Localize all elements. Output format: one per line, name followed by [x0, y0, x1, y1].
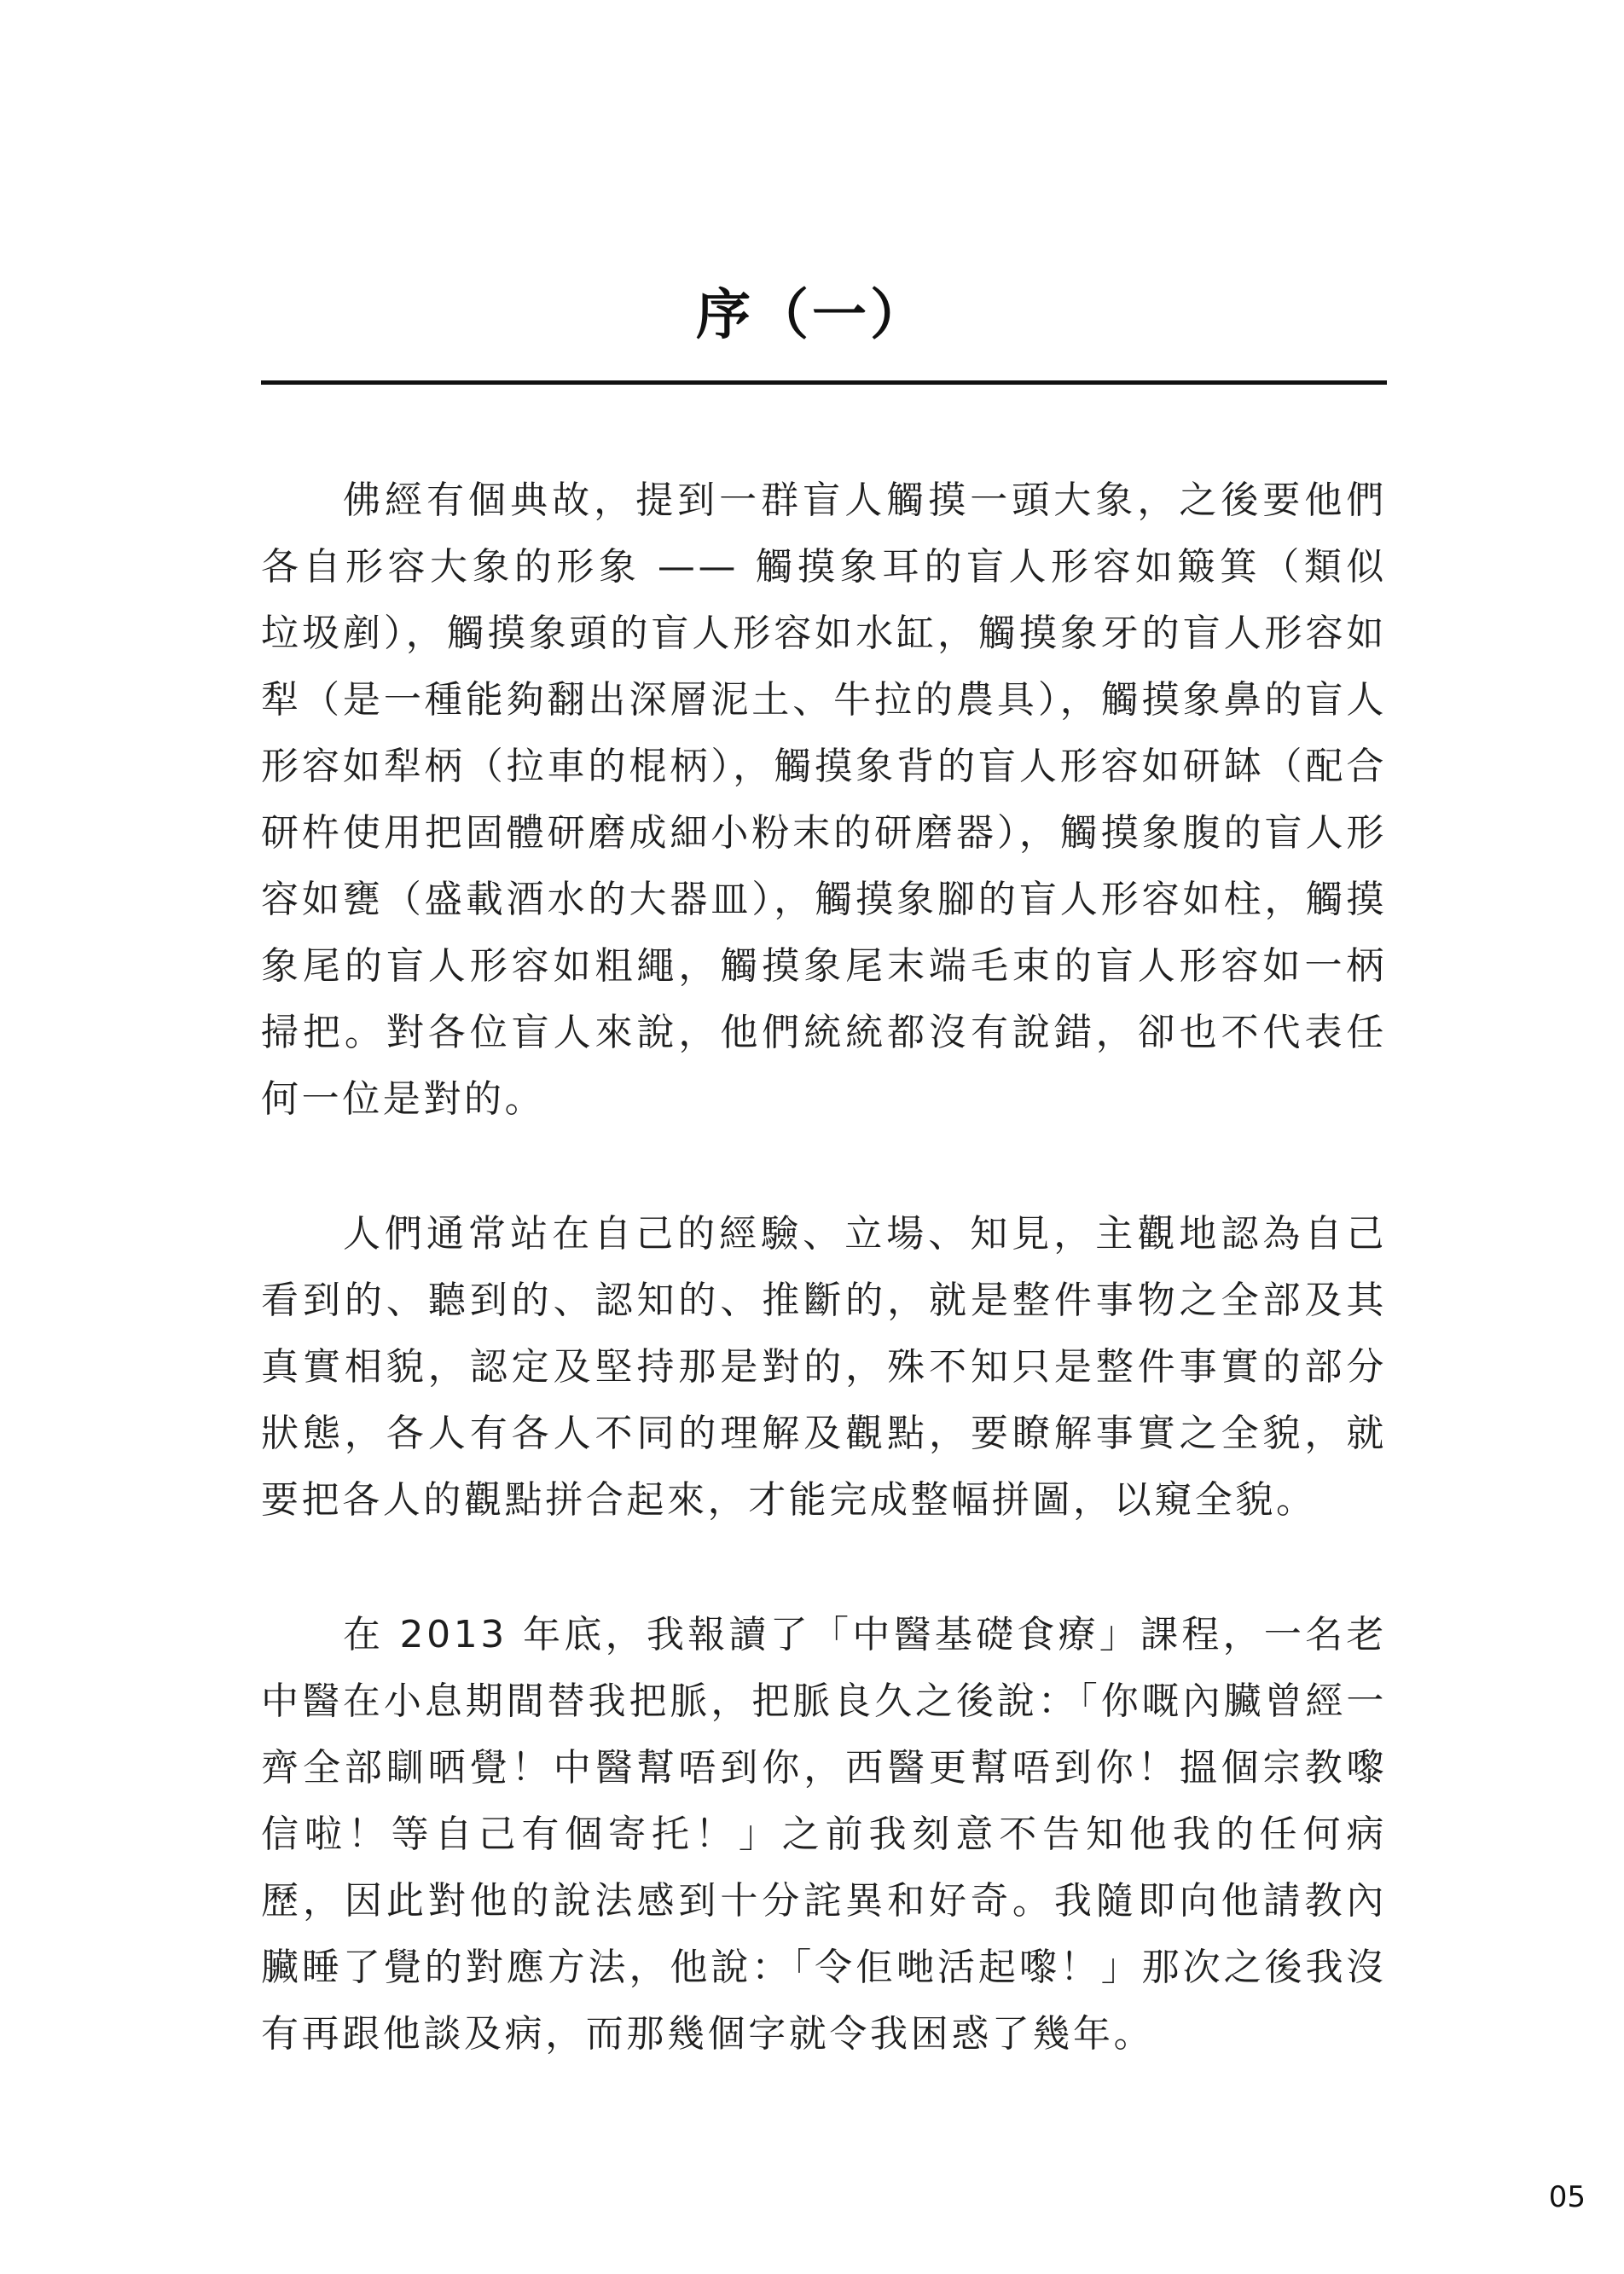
page-number: 05: [1548, 2180, 1586, 2214]
paragraph-1: 佛經有個典故，提到一群盲人觸摸一頭大象，之後要他們各自形容大象的形象 —— 觸摸象耳的盲人形容如簸箕（類似垃圾剷），觸摸象頭的盲人形容如水缸，觸摸象牙的盲人形容如犁（是一種能夠翻出深層泥土、牛拉的農具），觸摸象鼻的盲人形容如犁柄（拉車的棍柄），觸摸象背的盲人形容如研缽（配合研杵使用把固體研磨成細小粉末的研磨器），觸摸象腹的盲人形容如甕（盛載酒水的大器皿），觸摸象腳的盲人形容如柱，觸摸象尾的盲人形容如粗繩，觸摸象尾末端毛束的盲人形容如一柄掃把。對各位盲人來說，他們統統都沒有說錯，卻也不代表任何一位是對的。: [261, 479, 1387, 1121]
paragraph-2: 人們通常站在自己的經驗、立場、知見，主觀地認為自己看到的、聽到的、認知的、推斷的，就是整件事物之全部及其真實相貌，認定及堅持那是對的，殊不知只是整件事實的部分狀態，各人有各人不同的理解及觀點，要瞭解事實之全貌，就要把各人的觀點拼合起來，才能完成整幅拼圖，以窺全貌。: [261, 1212, 1387, 1522]
title-divider: [261, 380, 1387, 385]
paragraph-3: 在 2013 年底，我報讀了「中醫基礎食療」課程，一名老中醫在小息期間替我把脈，把脈良久之後說：「你嘅內臟曾經一齊全部瞓晒覺！中醫幫唔到你，西醫更幫唔到你！搵個宗教嚟信啦！等自己有個寄托！」之前我刻意不告知他我的任何病歷，因此對他的說法感到十分詫異和好奇。我隨即向他請教內臟睡了覺的對應方法，他說：「令佢哋活起嚟！」那次之後我沒有再跟他談及病，而那幾個字就令我困惑了幾年。: [261, 1613, 1387, 2056]
body-text: [261, 467, 1387, 2136]
page-title: 序（一）: [696, 284, 928, 347]
